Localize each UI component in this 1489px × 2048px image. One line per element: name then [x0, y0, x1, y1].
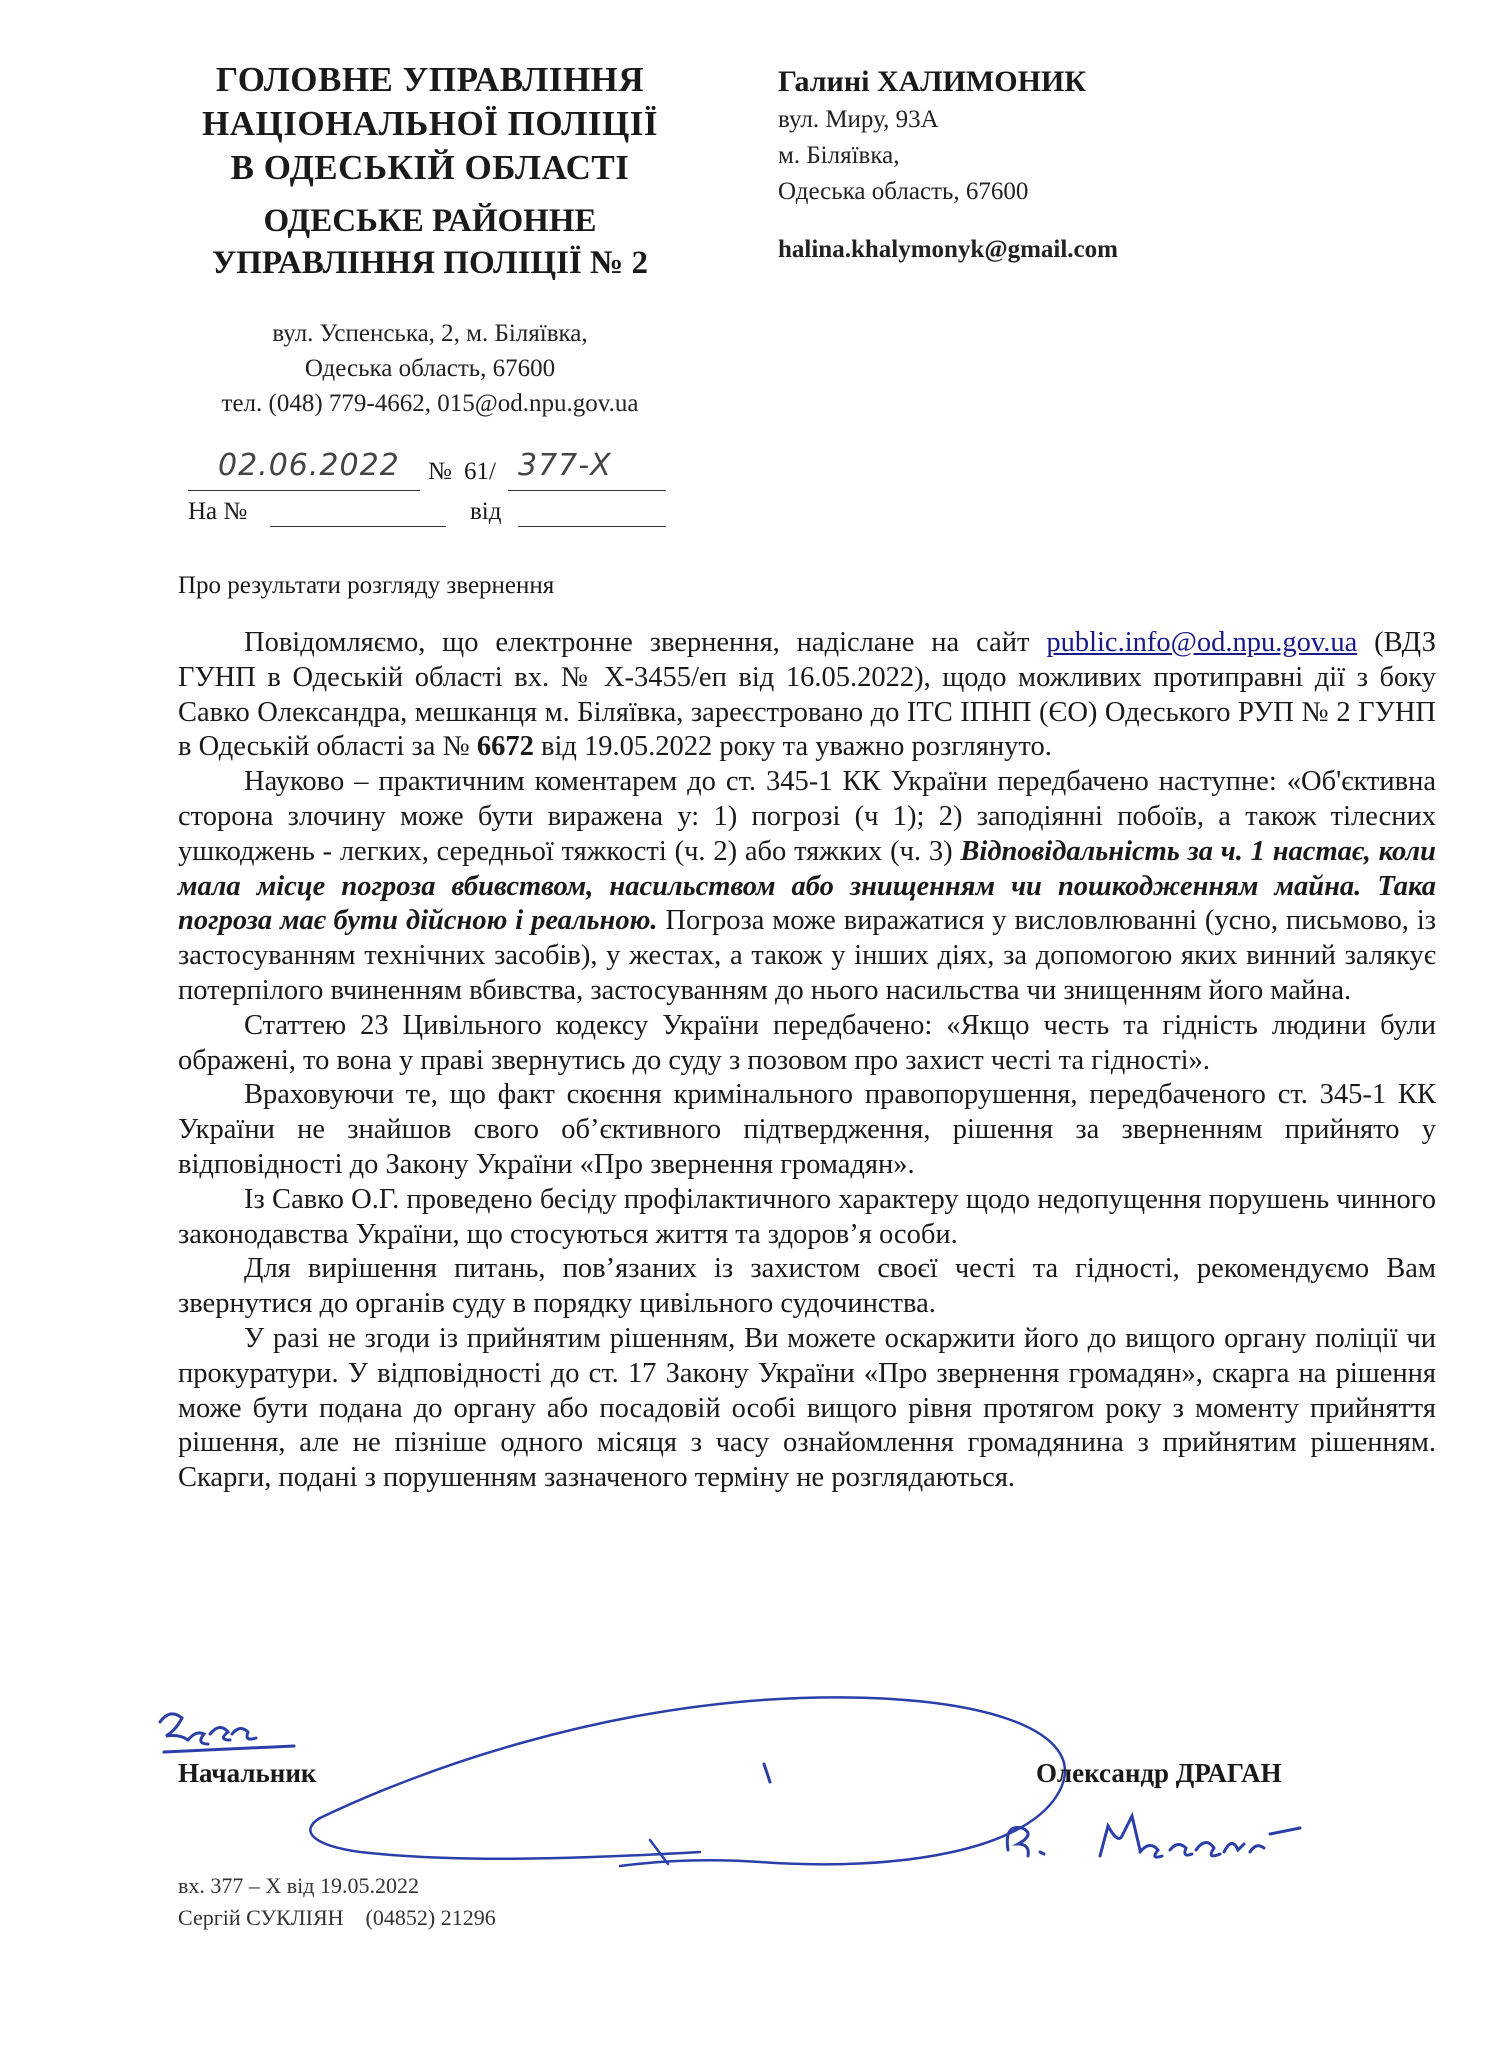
paragraph-3: Статтею 23 Цивільного кодексу України передбачено: «Якщо честь та гідність людини були ображені, то вона у праві звернутись до суду з позовом про захист честі та гідності». — [178, 1009, 1436, 1076]
recipient-address-line-3: Одеська область, 67600 — [778, 178, 1029, 205]
ref-label: На № — [188, 498, 248, 525]
paragraph-6: Для вирішення питань, пов’язаних із захистом своєї честі та гідності, рекомендуємо Вам звернутися до органів суду в порядку цивільного судочинства. — [178, 1253, 1436, 1320]
p1-text-b: (ВДЗ ГУНП в Одеській області вх. № Х-3455/еп від 16.05.2022), щодо можливих протиправні дії з боку Савко Олександра, мешканця м. Біляївка, зареєстровано до ІТС ІПНП (ЄО) Одеського РУП № 2 ГУНП в Одеській області за № — [178, 627, 1437, 763]
recipient-email: halina.khalymonyk@gmail.com — [778, 236, 1118, 263]
p2-text-b: Погроза може виражатися у висловлюванні (усно, письмово, із застосуванням технічних засобів), у жестах, а також у інших діях, за допомогою яких винний залякує потерпілого вчиненням вбивства, застосуванням до нього насильства чи знищенням його майна. — [178, 905, 1436, 1006]
sender-address-line-1: вул. Успенська, 2, м. Біляївка, — [272, 320, 588, 347]
sender-address-line-2: Одеська область, 67600 — [304, 355, 556, 382]
p2-emphasis: Відповідальність за ч. 1 настає, коли мала місце погроза вбивством, насильством або знищенням чи пошкодженням майна. Така погроза має бути дійсною і реальною. — [178, 835, 1436, 937]
signatory-title: Начальник — [178, 1758, 317, 1788]
recipient-address-line-1: вул. Миру, 93А — [778, 106, 939, 133]
org-name-line-1: ГОЛОВНЕ УПРАВЛІННЯ — [215, 60, 645, 99]
dept-name-line-2: УПРАВЛІННЯ ПОЛІЦІЇ № 2 — [212, 245, 648, 281]
p1-text-a: Повідомляємо, що електронне звернення, надіслане на сайт — [244, 627, 1047, 658]
number-label: № — [428, 458, 452, 485]
incoming-reference: вх. 377 – Х від 19.05.2022 — [178, 1873, 419, 1898]
letter-subject: Про результати розгляду звернення — [178, 572, 555, 599]
p2-text-a: Науково – практичним коментарем до ст. 345-1 КК України передбачено наступне: «Об'єктивна сторона злочину може бути виражена у: 1) погрозі (ч 1); 2) заподіянні побоїв, а також тілесних ушкоджень - легких, середньої тяжкості (ч. 2) або тяжких (ч. 3) — [178, 766, 1436, 867]
signatory-name: Олександр ДРАГАН — [1036, 1758, 1282, 1788]
paragraph-4: Враховуючи те, що факт скоєння кримінального правопорушення, передбаченого ст. 345-1 КК України не знайшов свого об’єктивного підтвердження, рішення за зверненням прийнято у відповідності до Закону України «Про звернення громадян». — [178, 1079, 1436, 1180]
footer-block — [178, 1870, 496, 1934]
paragraph-5: Із Савко О.Г. проведено бесіду профілактичного характеру щодо недопущення порушень чинного законодавства України, що стосуються життя та здоров’я особи. — [178, 1183, 1436, 1250]
org-name-line-2: НАЦІОНАЛЬНОЇ ПОЛІЦІЇ — [202, 104, 658, 143]
registration-date: 02.06.2022 — [218, 448, 400, 483]
recipient-address-line-2: м. Біляївка, — [778, 142, 900, 169]
org-name-line-3: В ОДЕСЬКІЙ ОБЛАСТІ — [230, 148, 630, 187]
paragraph-7: У разі не згоди із прийнятим рішенням, Ви можете оскаржити його до вищого органу поліції чи прокуратури. У відповідності до ст. 17 Закону України «Про звернення громадян», скарга на рішення може бути подана до органу або посадовій особі вищого рівня протягом року з моменту прийняття рішення, але не пізніше одного місяця з часу ознайомлення громадянина з прийнятим рішенням. Скарги, подані з порушенням зазначеного терміну не розглядаються. — [178, 1322, 1436, 1494]
registration-number: 377-Х — [518, 448, 612, 483]
p1-text-c: від 19.05.2022 року та уважно розглянуто. — [533, 731, 1052, 763]
sender-contacts: тел. (048) 779-4662, 015@od.npu.gov.ua — [221, 390, 639, 417]
executor-contact: Сергій СУКЛІЯН (04852) 21296 — [178, 1905, 496, 1930]
recipient-name: Галині ХАЛИМОНИК — [778, 65, 1087, 98]
email-link[interactable]: public.info@od.npu.gov.ua — [1046, 627, 1358, 658]
from-label: від — [470, 498, 502, 525]
number-prefix: 61/ — [464, 458, 496, 485]
registration-entry-number: 6672 — [476, 731, 534, 763]
dept-name-line-1: ОДЕСЬКЕ РАЙОННЕ — [263, 203, 597, 239]
